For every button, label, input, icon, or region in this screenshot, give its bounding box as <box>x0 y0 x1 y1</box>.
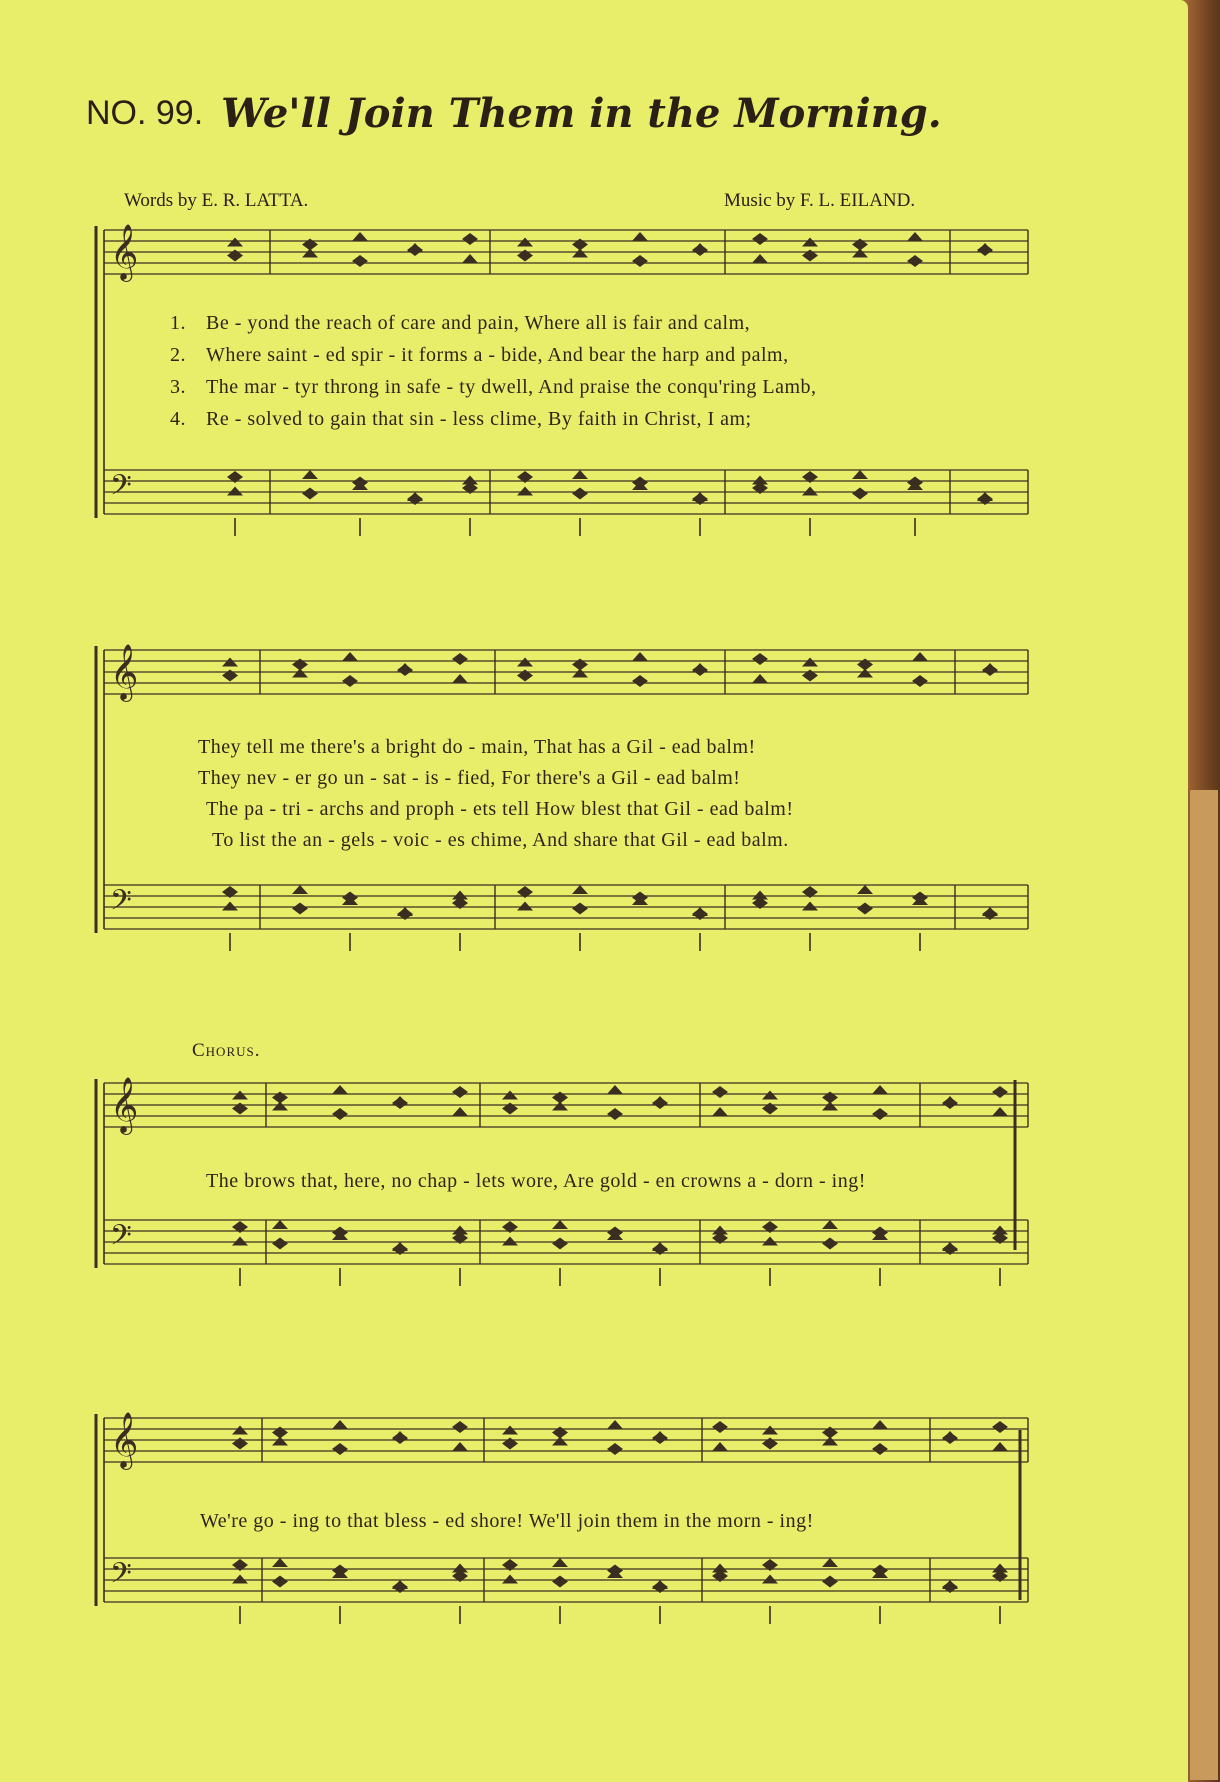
verse-2-line-2: They nev - er go un - sat - is - fied, For there's a Gil - ead balm! <box>198 767 741 789</box>
verse-3-line-2: The pa - tri - archs and proph - ets tell How blest that Gil - ead balm! <box>206 798 794 820</box>
system-1-treble-clef: 𝄞 <box>110 224 139 280</box>
system-2-treble-note <box>802 670 818 682</box>
system-1-bass-note <box>572 488 588 500</box>
system-2-bass-note <box>572 885 588 894</box>
system-1-bass-note <box>572 470 588 479</box>
verse-4-line-1: 4. Re - solved to gain that sin - less clime, By faith in Christ, I am; <box>170 408 752 430</box>
verse-1-line-1: 1. Be - yond the reach of care and pain, Where all is fair and calm, <box>170 312 751 334</box>
system-2-treble-note <box>292 659 308 671</box>
verse-4-line-2: To list the an - gels - voic - es chime, And share that Gil - ead balm. <box>212 829 789 851</box>
system-1-bass-note <box>852 488 868 500</box>
system-2-treble-note <box>517 658 533 667</box>
system-2-treble-note <box>342 652 358 661</box>
system-2-treble-note <box>452 674 468 683</box>
system-2-bass-note <box>857 903 873 915</box>
system-2-bass-note <box>222 902 238 911</box>
system-3-treble-note <box>607 1085 623 1094</box>
system-3-treble-note <box>652 1097 668 1109</box>
system-4-bass-note <box>232 1575 248 1584</box>
system-4-treble-note <box>392 1432 408 1444</box>
system-4-treble-note <box>652 1432 668 1444</box>
system-1-bass-note <box>302 470 318 479</box>
system-3-treble-note <box>452 1086 468 1098</box>
system-2-treble-clef: 𝄞 <box>110 644 139 700</box>
system-3-treble-note <box>452 1107 468 1116</box>
system-3-treble-note <box>942 1097 958 1109</box>
system-4-bass-note <box>607 1565 623 1577</box>
system-1-treble-note <box>802 250 818 262</box>
system-4-treble-note <box>452 1442 468 1451</box>
system-2-bass-note <box>802 902 818 911</box>
system-3-treble-note <box>762 1103 778 1115</box>
system-3-treble-note <box>712 1107 728 1116</box>
system-4-bass-note <box>552 1558 568 1567</box>
system-3-treble-note <box>232 1103 248 1115</box>
system-2-treble-note <box>982 664 998 676</box>
system-1-treble-note <box>462 254 478 263</box>
system-2-treble-note <box>397 664 413 676</box>
system-3-treble-note <box>272 1092 288 1104</box>
system-3-bass-note <box>232 1237 248 1246</box>
system-4-bass-note <box>762 1575 778 1584</box>
system-3-bass-note <box>762 1237 778 1246</box>
system-4-treble-note <box>502 1438 518 1450</box>
system-3-treble-note <box>607 1108 623 1120</box>
hymn-number: NO. 99. <box>86 93 204 132</box>
system-4-treble-note <box>712 1442 728 1451</box>
system-2-bass-note <box>572 903 588 915</box>
system-1-treble-note <box>227 250 243 262</box>
system-4-treble-note <box>232 1438 248 1450</box>
system-3-bass-note <box>272 1220 288 1229</box>
system-3-treble-note <box>822 1092 838 1104</box>
system-1-bass-note <box>302 488 318 500</box>
system-2-treble-note <box>912 675 928 687</box>
system-2-bass-note <box>517 902 533 911</box>
system-1-treble-note <box>752 233 768 245</box>
system-3-treble-note <box>502 1103 518 1115</box>
system-1-bass-clef: 𝄢 <box>110 469 132 509</box>
system-4-bass-note <box>272 1558 288 1567</box>
system-3-treble-note <box>552 1092 568 1104</box>
system-2-bass-note <box>857 885 873 894</box>
system-4-treble-note <box>942 1432 958 1444</box>
system-1-treble-note <box>692 244 708 256</box>
system-4-treble-note <box>332 1420 348 1429</box>
system-3-treble-note <box>992 1086 1008 1098</box>
system-1-treble-note <box>632 232 648 241</box>
chorus-line-2: We're go - ing to that bless - ed shore! We'll join them in the morn - ing! <box>200 1510 814 1532</box>
system-2-treble-note <box>752 653 768 665</box>
system-1-treble-note <box>462 233 478 245</box>
system-4-treble-note <box>607 1443 623 1455</box>
system-4-treble-note <box>502 1426 518 1435</box>
system-1-treble-note <box>632 255 648 267</box>
system-4-treble-note <box>232 1426 248 1435</box>
system-4-treble-note <box>712 1421 728 1433</box>
system-2-bass-note <box>292 903 308 915</box>
system-1-treble-note <box>572 239 588 251</box>
system-4-treble-note <box>452 1421 468 1433</box>
system-3-treble-note <box>392 1097 408 1109</box>
chorus-label: Chorus. <box>192 1040 261 1061</box>
system-1-treble-note <box>227 238 243 247</box>
system-4-treble-note <box>822 1427 838 1439</box>
system-3-bass-note <box>332 1227 348 1239</box>
system-2-bass-clef: 𝄢 <box>110 884 132 924</box>
system-3-bass-note <box>822 1238 838 1250</box>
system-2-treble-note <box>517 670 533 682</box>
system-1-treble-note <box>517 238 533 247</box>
system-1-bass-note <box>517 487 533 496</box>
system-4-treble-note <box>607 1420 623 1429</box>
system-4-treble-note <box>762 1438 778 1450</box>
system-2-treble-note <box>802 658 818 667</box>
system-2-treble-note <box>857 659 873 671</box>
verse-2-line-1: 2. Where saint - ed spir - it forms a - bide, And bear the harp and palm, <box>170 344 789 366</box>
system-1-treble-note <box>977 244 993 256</box>
system-1-treble-note <box>302 239 318 251</box>
system-3-bass-note <box>552 1220 568 1229</box>
verse-3-line-1: 3. The mar - tyr throng in safe - ty dwell, And praise the conqu'ring Lamb, <box>170 376 817 398</box>
system-3-treble-note <box>502 1091 518 1100</box>
system-4-bass-note <box>332 1565 348 1577</box>
system-2-treble-note <box>692 664 708 676</box>
system-4-treble-clef: 𝄞 <box>110 1412 139 1468</box>
system-3-treble-note <box>232 1091 248 1100</box>
system-3-treble-note <box>872 1085 888 1094</box>
music-credit: Music by F. L. EILAND. <box>724 190 916 211</box>
system-1-treble-note <box>407 244 423 256</box>
system-2-treble-note <box>452 653 468 665</box>
system-4-treble-note <box>762 1426 778 1435</box>
system-1-bass-note <box>227 487 243 496</box>
system-4-treble-note <box>552 1427 568 1439</box>
system-1-bass-note <box>632 477 648 489</box>
system-2-treble-note <box>572 659 588 671</box>
system-1-treble-note <box>802 238 818 247</box>
system-2-treble-note <box>912 652 928 661</box>
system-2-treble-note <box>342 675 358 687</box>
system-3-bass-note <box>872 1227 888 1239</box>
system-4-bass-note <box>872 1565 888 1577</box>
system-2-bass-note <box>912 892 928 904</box>
system-4-bass-note <box>822 1576 838 1588</box>
chorus-line-1: The brows that, here, no chap - lets wore, Are gold - en crowns a - dorn - ing! <box>206 1170 866 1192</box>
system-4-treble-note <box>332 1443 348 1455</box>
system-1-treble-note <box>752 254 768 263</box>
system-3-treble-note <box>332 1085 348 1094</box>
system-3-treble-note <box>762 1091 778 1100</box>
system-2-bass-note <box>342 892 358 904</box>
page-edge <box>1188 790 1218 1780</box>
system-4-bass-note <box>552 1576 568 1588</box>
system-1-bass-note <box>352 477 368 489</box>
system-1-treble-note <box>907 232 923 241</box>
system-4-bass-note <box>272 1576 288 1588</box>
system-3-treble-note <box>332 1108 348 1120</box>
system-1-treble-note <box>907 255 923 267</box>
system-2-treble-note <box>632 675 648 687</box>
system-4-bass-note <box>822 1558 838 1567</box>
system-3-bass-note <box>607 1227 623 1239</box>
system-1-treble-note <box>352 232 368 241</box>
system-4-bass-clef: 𝄢 <box>110 1557 132 1597</box>
system-3-treble-note <box>992 1107 1008 1116</box>
system-2-treble-note <box>752 674 768 683</box>
verse-1-line-2: They tell me there's a bright do - main, That has a Gil - ead balm! <box>198 736 756 758</box>
system-1-bass-note <box>907 477 923 489</box>
system-1-treble-note <box>852 239 868 251</box>
system-4-treble-note <box>992 1442 1008 1451</box>
system-2-bass-note <box>292 885 308 894</box>
system-4-treble-note <box>872 1420 888 1429</box>
system-2-treble-note <box>632 652 648 661</box>
system-1-treble-note <box>517 250 533 262</box>
system-3-bass-note <box>552 1238 568 1250</box>
system-3-treble-clef: 𝄞 <box>110 1077 139 1133</box>
hymn-title: We'll Join Them in the Morning. <box>221 89 942 137</box>
system-2-treble-note <box>222 658 238 667</box>
system-2-bass-note <box>632 892 648 904</box>
system-3-bass-note <box>822 1220 838 1229</box>
system-2-treble-note <box>222 670 238 682</box>
system-3-bass-clef: 𝄢 <box>110 1219 132 1259</box>
system-3-bass-note <box>502 1237 518 1246</box>
system-4-treble-note <box>272 1427 288 1439</box>
system-4-bass-note <box>502 1575 518 1584</box>
system-1-bass-note <box>852 470 868 479</box>
system-3-treble-note <box>712 1086 728 1098</box>
words-credit: Words by E. R. LATTA. <box>124 190 309 211</box>
system-1-treble-note <box>352 255 368 267</box>
system-4-treble-note <box>872 1443 888 1455</box>
system-4-treble-note <box>992 1421 1008 1433</box>
system-3-treble-note <box>872 1108 888 1120</box>
system-1-bass-note <box>802 487 818 496</box>
system-3-bass-note <box>272 1238 288 1250</box>
